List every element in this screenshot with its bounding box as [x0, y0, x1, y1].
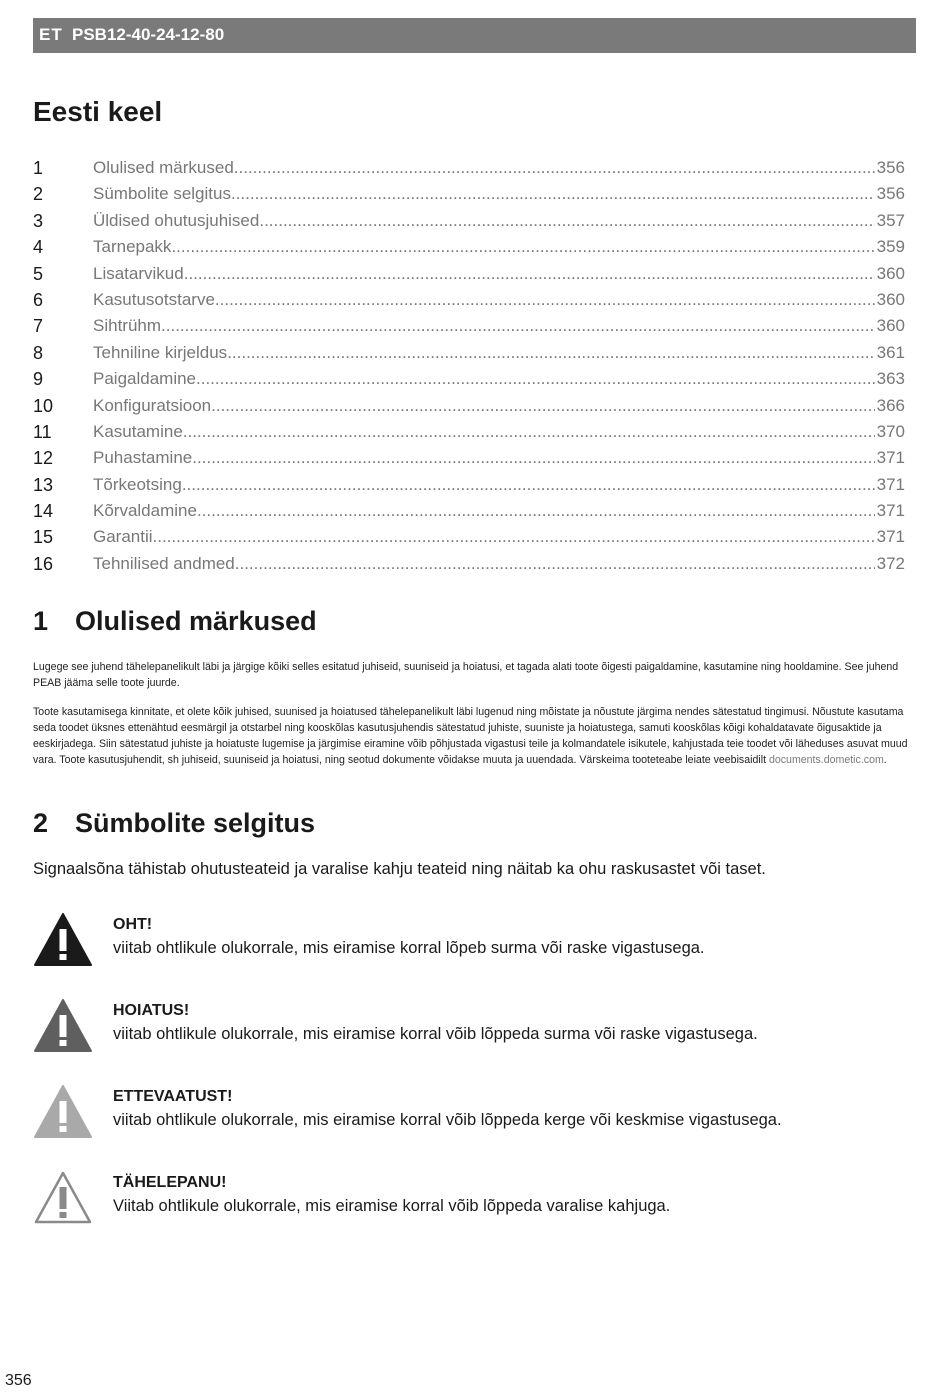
toc-entry[interactable]: [33, 261, 905, 287]
toc-entry-body: [93, 498, 905, 524]
toc-leader-dots: [227, 340, 874, 366]
toc-entry-number: 7: [33, 316, 44, 337]
toc-entry-number: 13: [33, 474, 54, 495]
toc-entry-page: 366: [876, 395, 905, 415]
toc-entry-body: [93, 393, 905, 419]
symbol-warning-text: viitab ohtlikule olukorrale, mis eiramise korral võib lõppeda surma või raske vigastusega.: [113, 1025, 758, 1043]
toc-entry-number: 1: [33, 158, 44, 178]
toc-leader-dots: [161, 313, 875, 339]
toc-entry-number: 10: [33, 395, 54, 416]
toc-entry-page: 356: [876, 158, 905, 177]
toc-entry-body: [93, 524, 905, 550]
toc-entry-page: 371: [876, 501, 905, 521]
symbol-notice-title: TÄHELEPANU!: [113, 1174, 227, 1191]
toc-entry[interactable]: [33, 498, 905, 524]
toc-entry-number: 16: [33, 553, 54, 574]
toc-leader-dots: [184, 261, 875, 287]
toc-entry-body: [93, 340, 905, 366]
table-of-contents: [33, 155, 905, 577]
caution-icon: [33, 1084, 93, 1140]
toc-entry-title: Garantii: [93, 527, 153, 547]
toc-leader-dots: [234, 155, 875, 181]
toc-entry-number: 4: [33, 237, 44, 258]
section-1-paragraph-2-end: .: [883, 754, 887, 766]
toc-entry[interactable]: [33, 313, 905, 339]
toc-entry-body: [93, 445, 905, 471]
section-2-number: 2: [33, 808, 49, 838]
toc-entry-number: 5: [33, 263, 44, 284]
toc-entry-number: 9: [33, 369, 44, 390]
toc-entry-body: [93, 208, 905, 234]
toc-entry[interactable]: [33, 181, 905, 207]
toc-entry-body: [93, 155, 905, 181]
toc-entry-page: 357: [876, 210, 905, 230]
toc-entry-title: Sihtrühm: [93, 316, 162, 336]
toc-leader-dots: [259, 208, 874, 234]
page-number: 356: [5, 1372, 32, 1389]
toc-entry-page: 371: [876, 527, 905, 547]
toc-entry-number: 2: [33, 184, 44, 205]
toc-entry-page: 361: [876, 342, 905, 362]
toc-entry-title: Tehnilised andmed: [93, 553, 235, 573]
toc-entry-number: 11: [33, 421, 52, 442]
toc-entry-title: Kasutusotstarve: [93, 289, 215, 309]
section-1-paragraph-2-text: Toote kasutamisega kinnitate, et olete kõik juhised, suunised ja hoiatused tähelepanelikult läbi lugenud ning mõistate ja nõustute järgima nendes sätestatud tingimusi. Nõustute kasutama seda toodet üksnes ettenähtud eesmärgil ja otstarbel ning kooskõlas kasutusjuhendis sätestatud juhiste, suuniste ja hoiatustega, samuti kooskõlas kõigi kohaldatavate õigusaktide ja eeskirjadega. Siin sätestatud juhiste ja hoiatuste lugemise ja järgimise eiramine võib põhjustada vigastusi teile ja kolmandatele isikutele, kahjustada teie toodet või läheduses asuvat muud vara. Toote kasutusjuhendit, sh juhiseid, suuniseid ja hoiatusi, ning seotud dokumente võidakse muuta ja uuendada. Värskeima tooteteabe leiate veebisaidilt: [33, 706, 908, 766]
toc-entry-body: [93, 287, 905, 313]
toc-entry-title: Paigaldamine: [93, 369, 197, 389]
toc-entry-page: 371: [876, 448, 905, 468]
danger-icon: [33, 912, 93, 968]
toc-entry[interactable]: [33, 551, 905, 577]
toc-entry-title: Sümbolite selgitus: [93, 184, 231, 204]
symbol-warning-title: HOIATUS!: [113, 1002, 190, 1019]
toc-entry-body: [93, 472, 905, 498]
toc-entry-page: 363: [876, 369, 905, 389]
toc-entry-body: [93, 313, 905, 339]
dometic-docs-link[interactable]: documents.dometic.com: [768, 754, 884, 766]
toc-entry[interactable]: [33, 524, 905, 550]
section-1-paragraph-1: Lugege see juhend tähelepanelikult läbi ja järgige kõiki selles esitatud juhiseid, suuniseid ja hoiatusi, et tagada alati toote õigesti paigaldamine, kasutamine ning hooldamine. See juhend PEAB jääma selle toote juurde.: [33, 661, 899, 689]
language-code: ET: [39, 25, 63, 44]
toc-entry-title: Üldised ohutusjuhised: [93, 210, 260, 230]
toc-leader-dots: [153, 524, 875, 550]
toc-entry-body: [93, 181, 905, 207]
warning-icon: [33, 998, 93, 1054]
toc-entry[interactable]: [33, 155, 905, 181]
notice-icon: [33, 1170, 93, 1226]
toc-entry-page: 359: [876, 237, 905, 257]
toc-entry[interactable]: [33, 208, 905, 234]
toc-entry-page: 372: [876, 553, 905, 573]
toc-entry-number: 12: [33, 448, 54, 469]
model-number: PSB12-40-24-12-80: [72, 25, 225, 44]
toc-leader-dots: [192, 445, 874, 471]
symbol-warning: [33, 998, 913, 1058]
symbol-danger: [33, 912, 913, 972]
section-2-heading: [33, 808, 315, 839]
toc-leader-dots: [171, 234, 874, 260]
toc-leader-dots: [182, 472, 875, 498]
toc-entry[interactable]: [33, 419, 905, 445]
header-bar: [33, 18, 916, 53]
toc-entry-body: [93, 419, 905, 445]
section-2-intro: Signaalsõna tähistab ohutusteateid ja varalise kahju teateid ning näitab ka ohu raskusastet või taset.: [33, 860, 766, 878]
toc-entry-number: 3: [33, 210, 44, 231]
toc-leader-dots: [235, 551, 875, 577]
toc-entry-page: 360: [876, 316, 905, 336]
toc-entry-title: Konfiguratsioon: [93, 395, 212, 415]
symbol-danger-text: viitab ohtlikule olukorrale, mis eiramise korral lõpeb surma või raske vigastusega.: [113, 939, 705, 957]
toc-leader-dots: [231, 181, 875, 207]
toc-entry-body: [93, 551, 905, 577]
toc-entry-page: 360: [876, 289, 905, 309]
toc-leader-dots: [211, 393, 874, 419]
toc-entry-body: [93, 234, 905, 260]
toc-leader-dots: [197, 498, 875, 524]
toc-entry-title: Tõrkeotsing: [93, 474, 182, 494]
toc-entry-body: [93, 261, 905, 287]
toc-entry-title: Lisatarvikud: [93, 263, 184, 283]
toc-leader-dots: [196, 366, 875, 392]
toc-entry-title: Olulised märkused: [93, 158, 234, 177]
symbol-notice: [33, 1170, 913, 1230]
toc-entry-number: 14: [33, 501, 54, 522]
toc-entry[interactable]: [33, 287, 905, 313]
symbol-caution-title: ETTEVAATUST!: [113, 1088, 233, 1105]
symbol-caution: [33, 1084, 913, 1144]
toc-entry-page: 360: [876, 263, 905, 283]
toc-entry-title: Kõrvaldamine: [93, 501, 197, 521]
toc-entry-title: Kasutamine: [93, 421, 183, 441]
toc-entry-title: Puhastamine: [93, 448, 193, 468]
toc-entry[interactable]: [33, 340, 905, 366]
section-1-paragraph-2: [33, 704, 913, 768]
toc-entry[interactable]: [33, 234, 905, 260]
toc-entry-number: 6: [33, 289, 44, 310]
toc-entry-page: 371: [876, 474, 905, 494]
toc-leader-dots: [215, 287, 875, 313]
section-1-title: Olulised märkused: [75, 606, 317, 636]
toc-entry-number: 8: [33, 342, 44, 363]
toc-entry-page: 370: [876, 421, 905, 441]
section-1-number: 1: [33, 606, 49, 636]
symbol-danger-title: OHT!: [113, 916, 153, 933]
section-2-title: Sümbolite selgitus: [75, 808, 316, 838]
toc-entry-body: [93, 366, 905, 392]
toc-entry-number: 15: [33, 527, 54, 548]
symbol-notice-text: Viitab ohtlikule olukorrale, mis eiramise korral võib lõppeda varalise kahjuga.: [113, 1197, 671, 1215]
toc-leader-dots: [183, 419, 875, 445]
toc-entry-title: Tarnepakk: [93, 237, 172, 257]
symbol-caution-text: viitab ohtlikule olukorrale, mis eiramise korral võib lõppeda kerge või keskmise vigastusega.: [113, 1111, 782, 1129]
toc-entry[interactable]: [33, 393, 905, 419]
toc-entry-page: 356: [876, 184, 905, 204]
toc-entry-title: Tehniline kirjeldus: [93, 342, 228, 362]
toc-entry[interactable]: [33, 366, 905, 392]
toc-entry[interactable]: [33, 445, 905, 471]
toc-entry[interactable]: [33, 472, 905, 498]
language-title: Eesti keel: [33, 96, 163, 127]
section-1-heading: [33, 606, 317, 637]
